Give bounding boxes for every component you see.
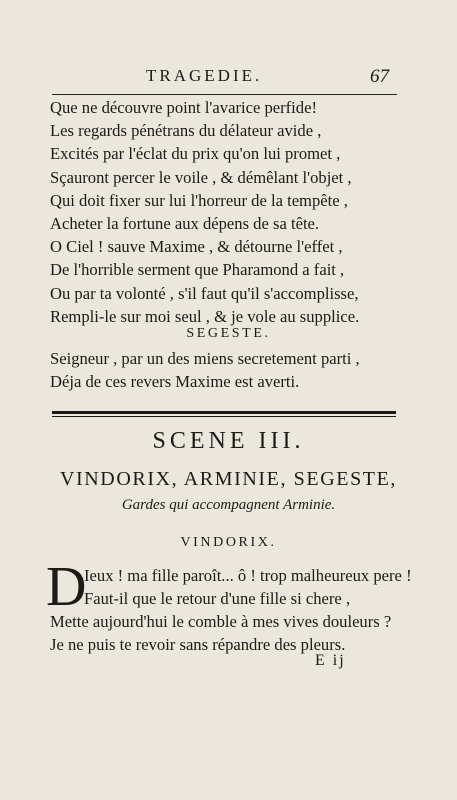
drop-cap: D: [46, 556, 87, 618]
verse-line: Ou par ta volonté , s'il faut qu'il s'accomplisse,: [50, 283, 359, 303]
verse-line: Qui doit fixer sur lui l'horreur de la tempête ,: [50, 190, 348, 210]
page-number: 67: [370, 66, 389, 87]
verse-line: Je ne puis te revoir sans répandre des pleurs.: [50, 635, 346, 655]
verse-line: Acheter la fortune aux dépens de sa tête.: [50, 213, 320, 233]
verse-line: De l'horrible serment que Pharamond a fait ,: [50, 260, 345, 280]
verse-block-1: [50, 96, 410, 328]
running-head: [50, 62, 410, 88]
scene-personae: VINDORIX, ARMINIE, SEGESTE,: [59, 468, 398, 490]
verse-block-3: [50, 610, 410, 656]
verse-line: O Ciel ! sauve Maxime , & détourne l'effet ,: [50, 237, 343, 257]
verse-line: Déja de ces revers Maxime est averti.: [50, 372, 300, 392]
verse-block-2: [50, 347, 410, 393]
scene-guards-note: Gardes qui accompagnent Arminie.: [121, 497, 336, 513]
verse-line: Mette aujourd'hui le comble à mes vives douleurs ?: [50, 612, 392, 631]
running-title: TRAGEDIE.: [146, 66, 263, 85]
scene-divider: [52, 411, 396, 417]
verse-line: Faut-il que le retour d'une fille si chere ,: [84, 589, 351, 609]
speaker-vindorix: VINDORIX.: [180, 535, 277, 550]
verse-block-3-indented: [84, 564, 414, 610]
verse-line: Seigneur , par un des miens secretement parti ,: [50, 349, 360, 368]
verse-line: Excités par l'éclat du prix qu'on lui promet ,: [50, 144, 341, 164]
signature-mark: E ij: [315, 652, 346, 669]
scene-title: SCENE III.: [152, 428, 305, 454]
verse-line: Rempli-le sur moi seul , & je vole au supplice.: [50, 306, 360, 326]
speaker-segeste: SEGESTE.: [186, 326, 271, 341]
verse-line: Les regards pénétrans du délateur avide ,: [50, 121, 322, 141]
verse-line: Ieux ! ma fille paroît... ô ! trop malheureux pere !: [84, 566, 412, 585]
verse-line: Sçauront percer le voile , & démêlant l'objet ,: [50, 167, 352, 187]
header-rule: [52, 94, 397, 95]
verse-line: Que ne découvre point l'avarice perfide!: [50, 98, 317, 117]
